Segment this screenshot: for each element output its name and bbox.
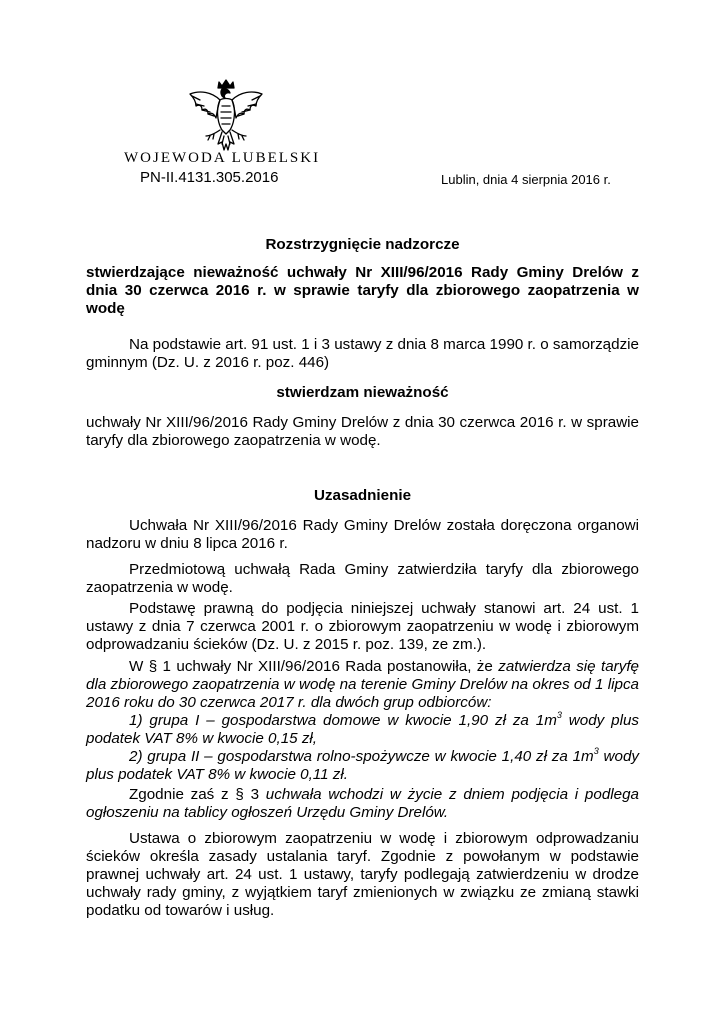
document-body bbox=[86, 236, 639, 920]
tariff-group-1 bbox=[86, 709, 639, 748]
paragraph-legal-basis: Podstawę prawną do podjęcia niniejszej uchwały stanowi art. 24 ust. 1 ustawy z dnia 7 czerwca 2001 r. o zbiorowym zaopatrzeniu w wodę i zbiorowym odprowadzaniu ścieków (Dz. U. z 2015 r. poz. 139, ze zm.). bbox=[86, 600, 639, 653]
place-date: Lublin, dnia 4 sierpnia 2016 r. bbox=[441, 172, 611, 187]
paragraph-delivery: Uchwała Nr XIII/96/2016 Rady Gminy Drelów została doręczona organowi nadzoru w dniu 8 lipca 2016 r. bbox=[86, 517, 639, 552]
reference-number: PN-II.4131.305.2016 bbox=[140, 169, 279, 186]
legal-basis: Na podstawie art. 91 ust. 1 i 3 ustawy z dnia 8 marca 1990 r. o samorządzie gminnym (Dz. U. z 2016 r. poz. 446) bbox=[86, 336, 639, 371]
paragraph-approval: Przedmiotową uchwałą Rada Gminy zatwierdziła taryfy dla zbiorowego zaopatrzenia w wodę. bbox=[86, 561, 639, 596]
group-2-text-a: 2) grupa II – gospodarstwa rolno-spożywcze w kwocie 1,40 zł za 1m bbox=[129, 748, 594, 765]
polish-eagle-emblem-icon bbox=[186, 78, 266, 160]
paragraph-tariff-rules: Ustawa o zbiorowym zaopatrzeniu w wodę i zbiorowym odprowadzaniu ścieków określa zasady ustalania taryf. Zgodnie z powołanym w podstawie prawnej uchwały art. 24 ust. 1 ustawy, taryfy podlegają zatwierdzeniu w drodze uchwały rady gminy, z wyjątkiem taryf zmienionych w związku ze zmianą stawki podatku od towarów i usług. bbox=[86, 830, 639, 919]
group-1-text-a: 1) grupa I – gospodarstwa domowe w kwocie 1,90 zł za 1m bbox=[129, 712, 557, 729]
group-2-superscript: 3 bbox=[593, 745, 599, 756]
section-1-quote: zatwierdza się taryfę dla zbiorowego zaopatrzenia w wodę na terenie Gminy Drelów na okres od 1 lipca 2016 roku do 30 czerwca 2017 r. dla dwóch grup odbiorców: bbox=[86, 658, 639, 711]
justification-heading: Uzasadnienie bbox=[313, 487, 412, 504]
decision-heading: stwierdzam nieważność bbox=[276, 384, 449, 401]
document-subtitle: stwierdzające nieważność uchwały Nr XIII/96/2016 Rady Gminy Drelów z dnia 30 czerwca 2016 r. w sprawie taryfy dla zbiorowego zaopatrzenia w wodę bbox=[86, 264, 639, 317]
section-3-quote: uchwała wchodzi w życie z dniem podjęcia i podlega ogłoszeniu na tablicy ogłoszeń Urzędu Gminy Drelów. bbox=[86, 786, 639, 821]
section-3-lead: Zgodnie zaś z § 3 bbox=[129, 786, 266, 803]
decision-object: uchwały Nr XIII/96/2016 Rady Gminy Drelów z dnia 30 czerwca 2016 r. w sprawie taryfy dla zbiorowego zaopatrzenia w wodę. bbox=[86, 414, 639, 449]
authority-name: WOJEWODA LUBELSKI bbox=[124, 150, 321, 166]
section-1-lead: W § 1 uchwały Nr XIII/96/2016 Rada postanowiła, że bbox=[129, 658, 499, 675]
group-2-text-b: wody plus podatek VAT 8% w kwocie 0,11 zł. bbox=[86, 748, 639, 783]
paragraph-section-1 bbox=[86, 658, 639, 712]
paragraph-section-3 bbox=[86, 786, 639, 822]
group-1-superscript: 3 bbox=[556, 709, 562, 720]
tariff-group-2 bbox=[86, 745, 639, 784]
group-1-text-b: wody plus podatek VAT 8% w kwocie 0,15 zł, bbox=[86, 712, 639, 747]
document-title: Rozstrzygnięcie nadzorcze bbox=[265, 236, 460, 253]
